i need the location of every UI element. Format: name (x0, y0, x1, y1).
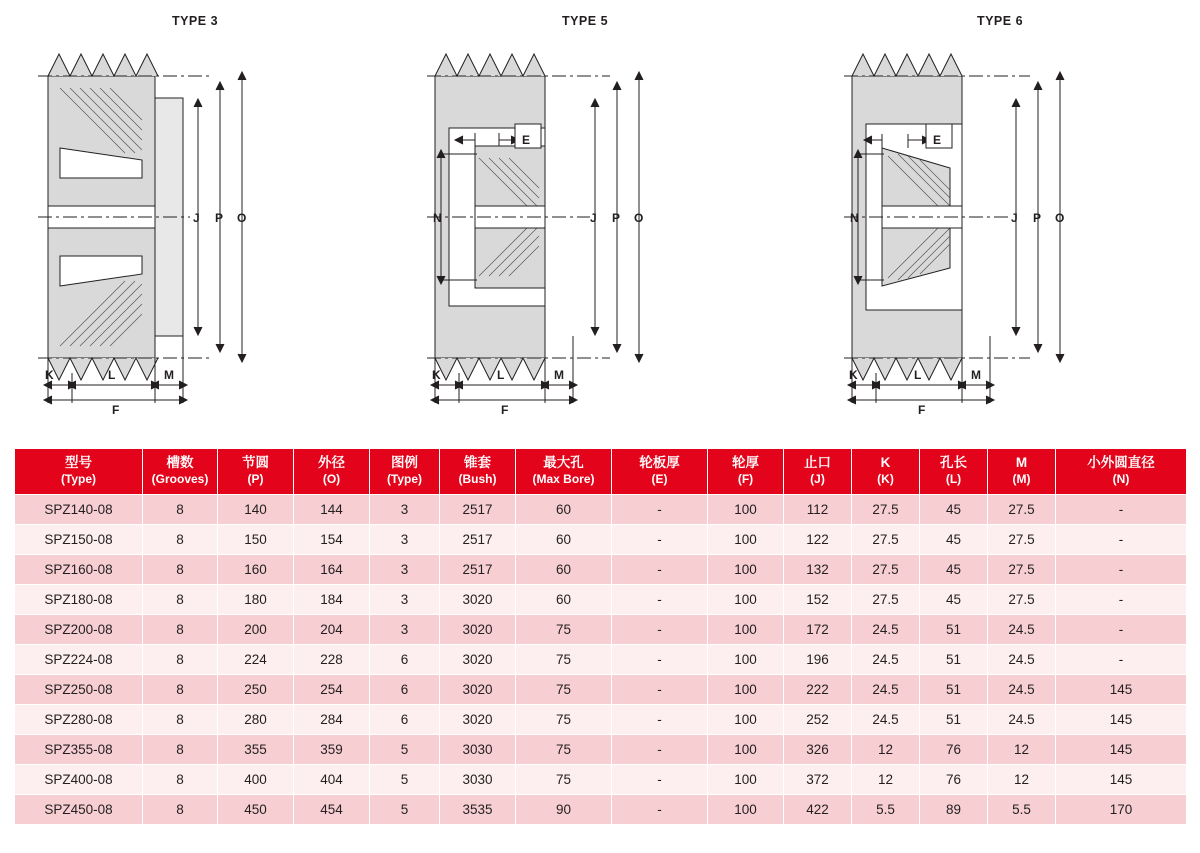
col-grooves: 槽数 (Grooves) (143, 449, 218, 495)
cell-type: SPZ250-08 (15, 674, 143, 704)
cell-value: 8 (143, 524, 218, 554)
svg-text:P: P (215, 211, 224, 225)
cell-value: - (612, 494, 708, 524)
cell-value: 24.5 (852, 704, 920, 734)
cell-value: 5.5 (988, 794, 1056, 824)
cell-value: 122 (784, 524, 852, 554)
cell-value: 3 (370, 494, 440, 524)
cell-value: 359 (294, 734, 370, 764)
spec-table-wrapper (14, 448, 1186, 825)
cell-value: 204 (294, 614, 370, 644)
cell-value: 24.5 (852, 674, 920, 704)
cell-value: 200 (218, 614, 294, 644)
cell-value: - (1056, 614, 1187, 644)
diagram-type-3-drawing (30, 28, 360, 417)
svg-text:K: K (432, 368, 441, 382)
col-k: K (K) (852, 449, 920, 495)
cell-value: 422 (784, 794, 852, 824)
cell-value: 8 (143, 674, 218, 704)
cell-value: 454 (294, 794, 370, 824)
cell-value: 145 (1056, 734, 1187, 764)
cell-value: 45 (920, 524, 988, 554)
spec-table-head (15, 449, 1187, 495)
cell-value: 24.5 (988, 704, 1056, 734)
cell-value: 27.5 (852, 494, 920, 524)
cell-value: 160 (218, 554, 294, 584)
cell-value: 12 (852, 734, 920, 764)
svg-text:O: O (634, 211, 644, 225)
cell-value: 284 (294, 704, 370, 734)
cell-value: 170 (1056, 794, 1187, 824)
cell-value: 154 (294, 524, 370, 554)
cell-value: - (612, 524, 708, 554)
col-outer-diameter: 外径 (O) (294, 449, 370, 495)
cell-value: 27.5 (988, 554, 1056, 584)
cell-value: 3020 (440, 644, 516, 674)
svg-text:L: L (914, 368, 922, 382)
cell-value: 145 (1056, 704, 1187, 734)
cell-value: 51 (920, 614, 988, 644)
cell-value: 12 (852, 764, 920, 794)
cell-value: 12 (988, 764, 1056, 794)
cell-value: 152 (784, 584, 852, 614)
svg-text:F: F (918, 403, 926, 417)
cell-value: 5 (370, 734, 440, 764)
svg-text:M: M (971, 368, 981, 382)
col-web-thickness: 轮板厚 (E) (612, 449, 708, 495)
cell-value: 280 (218, 704, 294, 734)
cell-value: 144 (294, 494, 370, 524)
cell-value: 3535 (440, 794, 516, 824)
cell-value: - (612, 704, 708, 734)
cell-value: 76 (920, 734, 988, 764)
cell-value: 2517 (440, 494, 516, 524)
cell-type: SPZ400-08 (15, 764, 143, 794)
cell-value: 60 (516, 524, 612, 554)
cell-value: 27.5 (852, 524, 920, 554)
cell-value: 24.5 (852, 614, 920, 644)
cell-value: 100 (708, 704, 784, 734)
svg-text:L: L (108, 368, 116, 382)
cell-value: 3 (370, 554, 440, 584)
table-row (15, 644, 1187, 674)
col-pitch-diameter: 节圆 (P) (218, 449, 294, 495)
cell-type: SPZ160-08 (15, 554, 143, 584)
cell-value: - (612, 614, 708, 644)
table-row (15, 524, 1187, 554)
svg-text:M: M (554, 368, 564, 382)
col-recess: 止口 (J) (784, 449, 852, 495)
cell-value: - (612, 644, 708, 674)
diagram-type-3 (0, 0, 390, 420)
cell-value: 89 (920, 794, 988, 824)
svg-text:E: E (522, 133, 531, 147)
cell-value: 2517 (440, 524, 516, 554)
cell-value: - (1056, 554, 1187, 584)
cell-value: 112 (784, 494, 852, 524)
col-small-outer-diameter: 小外圆直径 (N) (1056, 449, 1187, 495)
cell-value: 3030 (440, 734, 516, 764)
header-row (15, 449, 1187, 495)
cell-value: 100 (708, 734, 784, 764)
svg-text:E: E (933, 133, 942, 147)
table-row (15, 584, 1187, 614)
cell-value: 75 (516, 614, 612, 644)
cell-value: - (1056, 524, 1187, 554)
svg-text:N: N (433, 211, 442, 225)
svg-text:K: K (849, 368, 858, 382)
table-row (15, 734, 1187, 764)
cell-value: 224 (218, 644, 294, 674)
cell-value: 222 (784, 674, 852, 704)
cell-value: 100 (708, 674, 784, 704)
cell-value: - (612, 674, 708, 704)
cell-value: 3030 (440, 764, 516, 794)
cell-value: - (1056, 644, 1187, 674)
cell-value: 164 (294, 554, 370, 584)
cell-value: 60 (516, 554, 612, 584)
cell-value: - (1056, 584, 1187, 614)
cell-value: 100 (708, 494, 784, 524)
cell-value: 100 (708, 764, 784, 794)
svg-text:N: N (850, 211, 859, 225)
cell-value: 355 (218, 734, 294, 764)
cell-value: 100 (708, 794, 784, 824)
col-m: M (M) (988, 449, 1056, 495)
cell-value: 372 (784, 764, 852, 794)
cell-value: 75 (516, 734, 612, 764)
cell-value: 24.5 (988, 674, 1056, 704)
cell-value: 2517 (440, 554, 516, 584)
cell-type: SPZ200-08 (15, 614, 143, 644)
svg-text:P: P (1033, 211, 1042, 225)
cell-value: 254 (294, 674, 370, 704)
svg-text:P: P (612, 211, 621, 225)
cell-value: 3020 (440, 584, 516, 614)
cell-value: 8 (143, 614, 218, 644)
table-row (15, 704, 1187, 734)
diagram-title: TYPE 5 (561, 14, 609, 28)
cell-value: 100 (708, 584, 784, 614)
cell-value: 400 (218, 764, 294, 794)
cell-value: 100 (708, 524, 784, 554)
cell-value: 100 (708, 614, 784, 644)
cell-value: 100 (708, 554, 784, 584)
diagram-row (0, 0, 1200, 420)
diagram-title: TYPE 6 (976, 14, 1024, 28)
cell-value: - (612, 554, 708, 584)
svg-text:J: J (590, 211, 597, 225)
diagram-type-6 (800, 0, 1200, 420)
spec-table-body (15, 494, 1187, 824)
cell-value: 250 (218, 674, 294, 704)
cell-value: 24.5 (988, 644, 1056, 674)
cell-value: 6 (370, 674, 440, 704)
svg-text:O: O (1055, 211, 1065, 225)
svg-text:F: F (501, 403, 509, 417)
cell-value: 8 (143, 734, 218, 764)
cell-value: 8 (143, 584, 218, 614)
cell-value: 140 (218, 494, 294, 524)
table-row (15, 764, 1187, 794)
cell-value: - (612, 734, 708, 764)
cell-type: SPZ355-08 (15, 734, 143, 764)
spec-table (14, 448, 1187, 825)
cell-type: SPZ150-08 (15, 524, 143, 554)
cell-value: 75 (516, 704, 612, 734)
table-row (15, 674, 1187, 704)
cell-value: 100 (708, 644, 784, 674)
cell-value: 8 (143, 494, 218, 524)
table-row (15, 614, 1187, 644)
cell-value: - (612, 764, 708, 794)
cell-value: 24.5 (852, 644, 920, 674)
cell-value: 45 (920, 494, 988, 524)
cell-value: 3 (370, 584, 440, 614)
cell-value: 5 (370, 794, 440, 824)
cell-value: 8 (143, 794, 218, 824)
cell-type: SPZ180-08 (15, 584, 143, 614)
cell-value: 145 (1056, 764, 1187, 794)
cell-value: 184 (294, 584, 370, 614)
cell-value: 6 (370, 704, 440, 734)
col-bore-length: 孔长 (L) (920, 449, 988, 495)
cell-value: 27.5 (852, 584, 920, 614)
cell-value: 51 (920, 644, 988, 674)
cell-type: SPZ450-08 (15, 794, 143, 824)
cell-value: 3020 (440, 674, 516, 704)
svg-text:O: O (237, 211, 247, 225)
col-type: 型号 (Type) (15, 449, 143, 495)
cell-value: 3020 (440, 704, 516, 734)
cell-value: 145 (1056, 674, 1187, 704)
svg-text:J: J (1011, 211, 1018, 225)
cell-value: 27.5 (988, 524, 1056, 554)
cell-value: 8 (143, 554, 218, 584)
cell-value: 90 (516, 794, 612, 824)
cell-value: - (612, 794, 708, 824)
cell-value: 450 (218, 794, 294, 824)
cell-value: 196 (784, 644, 852, 674)
cell-value: 404 (294, 764, 370, 794)
cell-value: 27.5 (988, 494, 1056, 524)
cell-value: 51 (920, 674, 988, 704)
col-rim-width: 轮厚 (F) (708, 449, 784, 495)
cell-value: 326 (784, 734, 852, 764)
diagram-type-5 (390, 0, 780, 420)
cell-value: 150 (218, 524, 294, 554)
diagram-type-5-drawing (415, 28, 755, 417)
table-row (15, 494, 1187, 524)
col-bush: 锥套 (Bush) (440, 449, 516, 495)
cell-value: 3 (370, 614, 440, 644)
svg-text:F: F (112, 403, 120, 417)
cell-value: 5 (370, 764, 440, 794)
col-drawing-type: 图例 (Type) (370, 449, 440, 495)
cell-value: 27.5 (852, 554, 920, 584)
cell-value: 8 (143, 644, 218, 674)
cell-value: 24.5 (988, 614, 1056, 644)
cell-value: 45 (920, 584, 988, 614)
cell-value: 8 (143, 704, 218, 734)
cell-value: 132 (784, 554, 852, 584)
cell-value: 6 (370, 644, 440, 674)
cell-value: - (1056, 494, 1187, 524)
diagram-type-6-drawing (830, 28, 1170, 417)
cell-value: 3 (370, 524, 440, 554)
svg-text:J: J (193, 211, 200, 225)
table-row (15, 794, 1187, 824)
cell-value: 5.5 (852, 794, 920, 824)
cell-value: 51 (920, 704, 988, 734)
svg-text:K: K (45, 368, 54, 382)
cell-value: 172 (784, 614, 852, 644)
cell-type: SPZ280-08 (15, 704, 143, 734)
cell-value: 60 (516, 584, 612, 614)
cell-value: 45 (920, 554, 988, 584)
cell-value: 228 (294, 644, 370, 674)
cell-value: 180 (218, 584, 294, 614)
cell-value: 27.5 (988, 584, 1056, 614)
cell-value: - (612, 584, 708, 614)
cell-value: 76 (920, 764, 988, 794)
diagram-title: TYPE 3 (171, 14, 219, 28)
cell-value: 252 (784, 704, 852, 734)
cell-value: 60 (516, 494, 612, 524)
svg-text:M: M (164, 368, 174, 382)
svg-text:L: L (497, 368, 505, 382)
table-row (15, 554, 1187, 584)
cell-value: 75 (516, 674, 612, 704)
cell-value: 12 (988, 734, 1056, 764)
cell-value: 75 (516, 644, 612, 674)
cell-type: SPZ224-08 (15, 644, 143, 674)
cell-value: 3020 (440, 614, 516, 644)
col-max-bore: 最大孔 (Max Bore) (516, 449, 612, 495)
cell-type: SPZ140-08 (15, 494, 143, 524)
cell-value: 8 (143, 764, 218, 794)
cell-value: 75 (516, 764, 612, 794)
